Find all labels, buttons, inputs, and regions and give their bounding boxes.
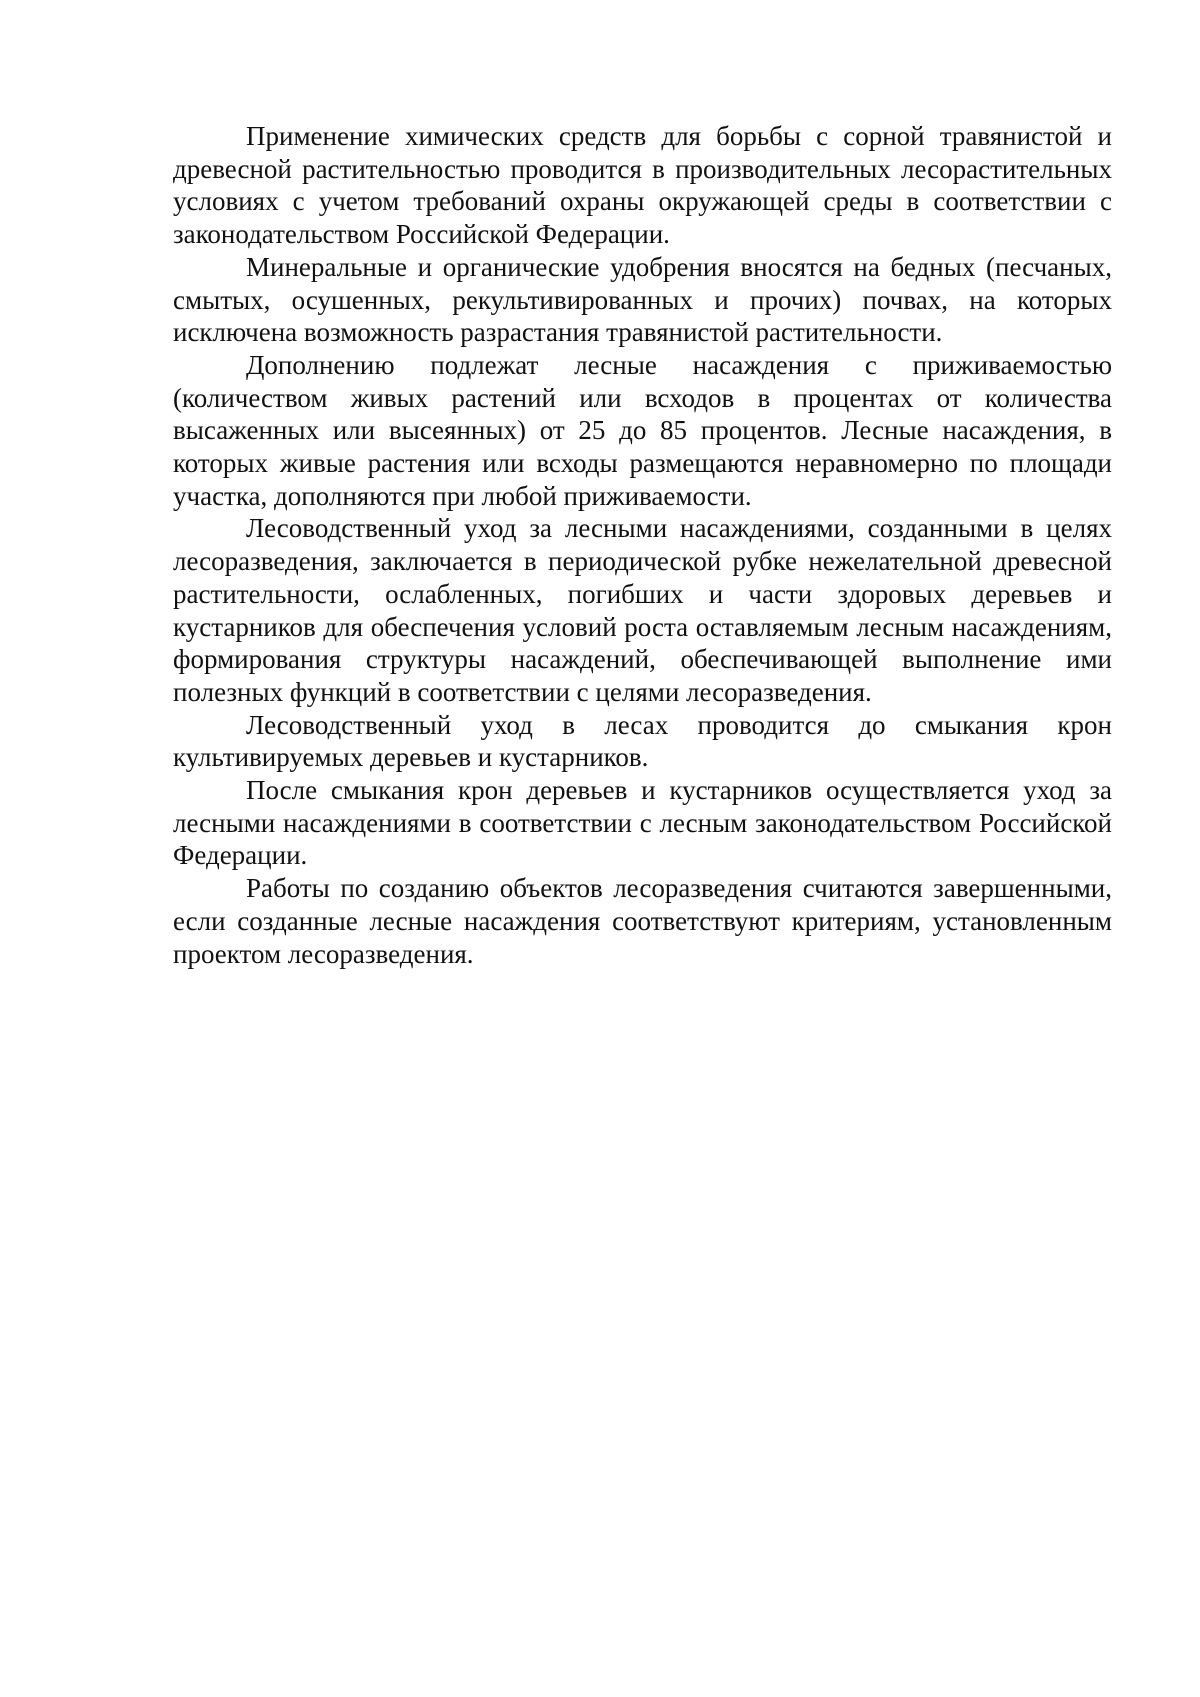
paragraph-care-until-canopy-closure: Лесоводственный уход в лесах проводится до смыкания крон культивируемых деревьев и кустарников. [173,709,1112,773]
paragraph-completion-criteria: Работы по созданию объектов лесоразведения считаются завершенными, если созданные лесные насаждения соответствуют критериям, установленным проектом лесоразведения. [173,873,1112,969]
document-body [173,120,1112,970]
paragraph-fertilizers: Минеральные и органические удобрения вносятся на бедных (песчаных, смытых, осушенных, рекультивированных и прочих) почвах, на которых исключена возможность разрастания травянистой растительности. [173,251,1112,348]
paragraph-care-after-canopy-closure: После смыкания крон деревьев и кустарников осуществляется уход за лесными насаждениями в соответствии с лесным законодательством Российской Федерации. [173,775,1112,871]
paragraph-chemical-treatment: Применение химических средств для борьбы с сорной травянистой и древесной растительностью проводится в производительных лесорастительных условиях с учетом требований охраны окружающей среды в соответствии с законодательством Российской Федерации. [173,121,1112,250]
paragraph-silvicultural-care: Лесоводственный уход за лесными насаждениями, созданными в целях лесоразведения, заключается в периодической рубке нежелательной древесной растительности, ослабленных, погибших и части здоровых деревьев и кустарников для обеспечения условий роста оставляемым лесным насаждениям, формирования структуры насаждений, обеспечивающей выполнение ими полезных функций в соответствии с целями лесоразведения. [173,513,1112,707]
paragraph-replanting: Дополнению подлежат лесные насаждения с приживаемостью (количеством живых растений или всходов в процентах от количества высаженных или высеянных) от 25 до 85 процентов. Лесные насаждения, в которых живые растения или всходы размещаются неравномерно по площади участка, дополняются при любой приживаемости. [173,349,1112,511]
